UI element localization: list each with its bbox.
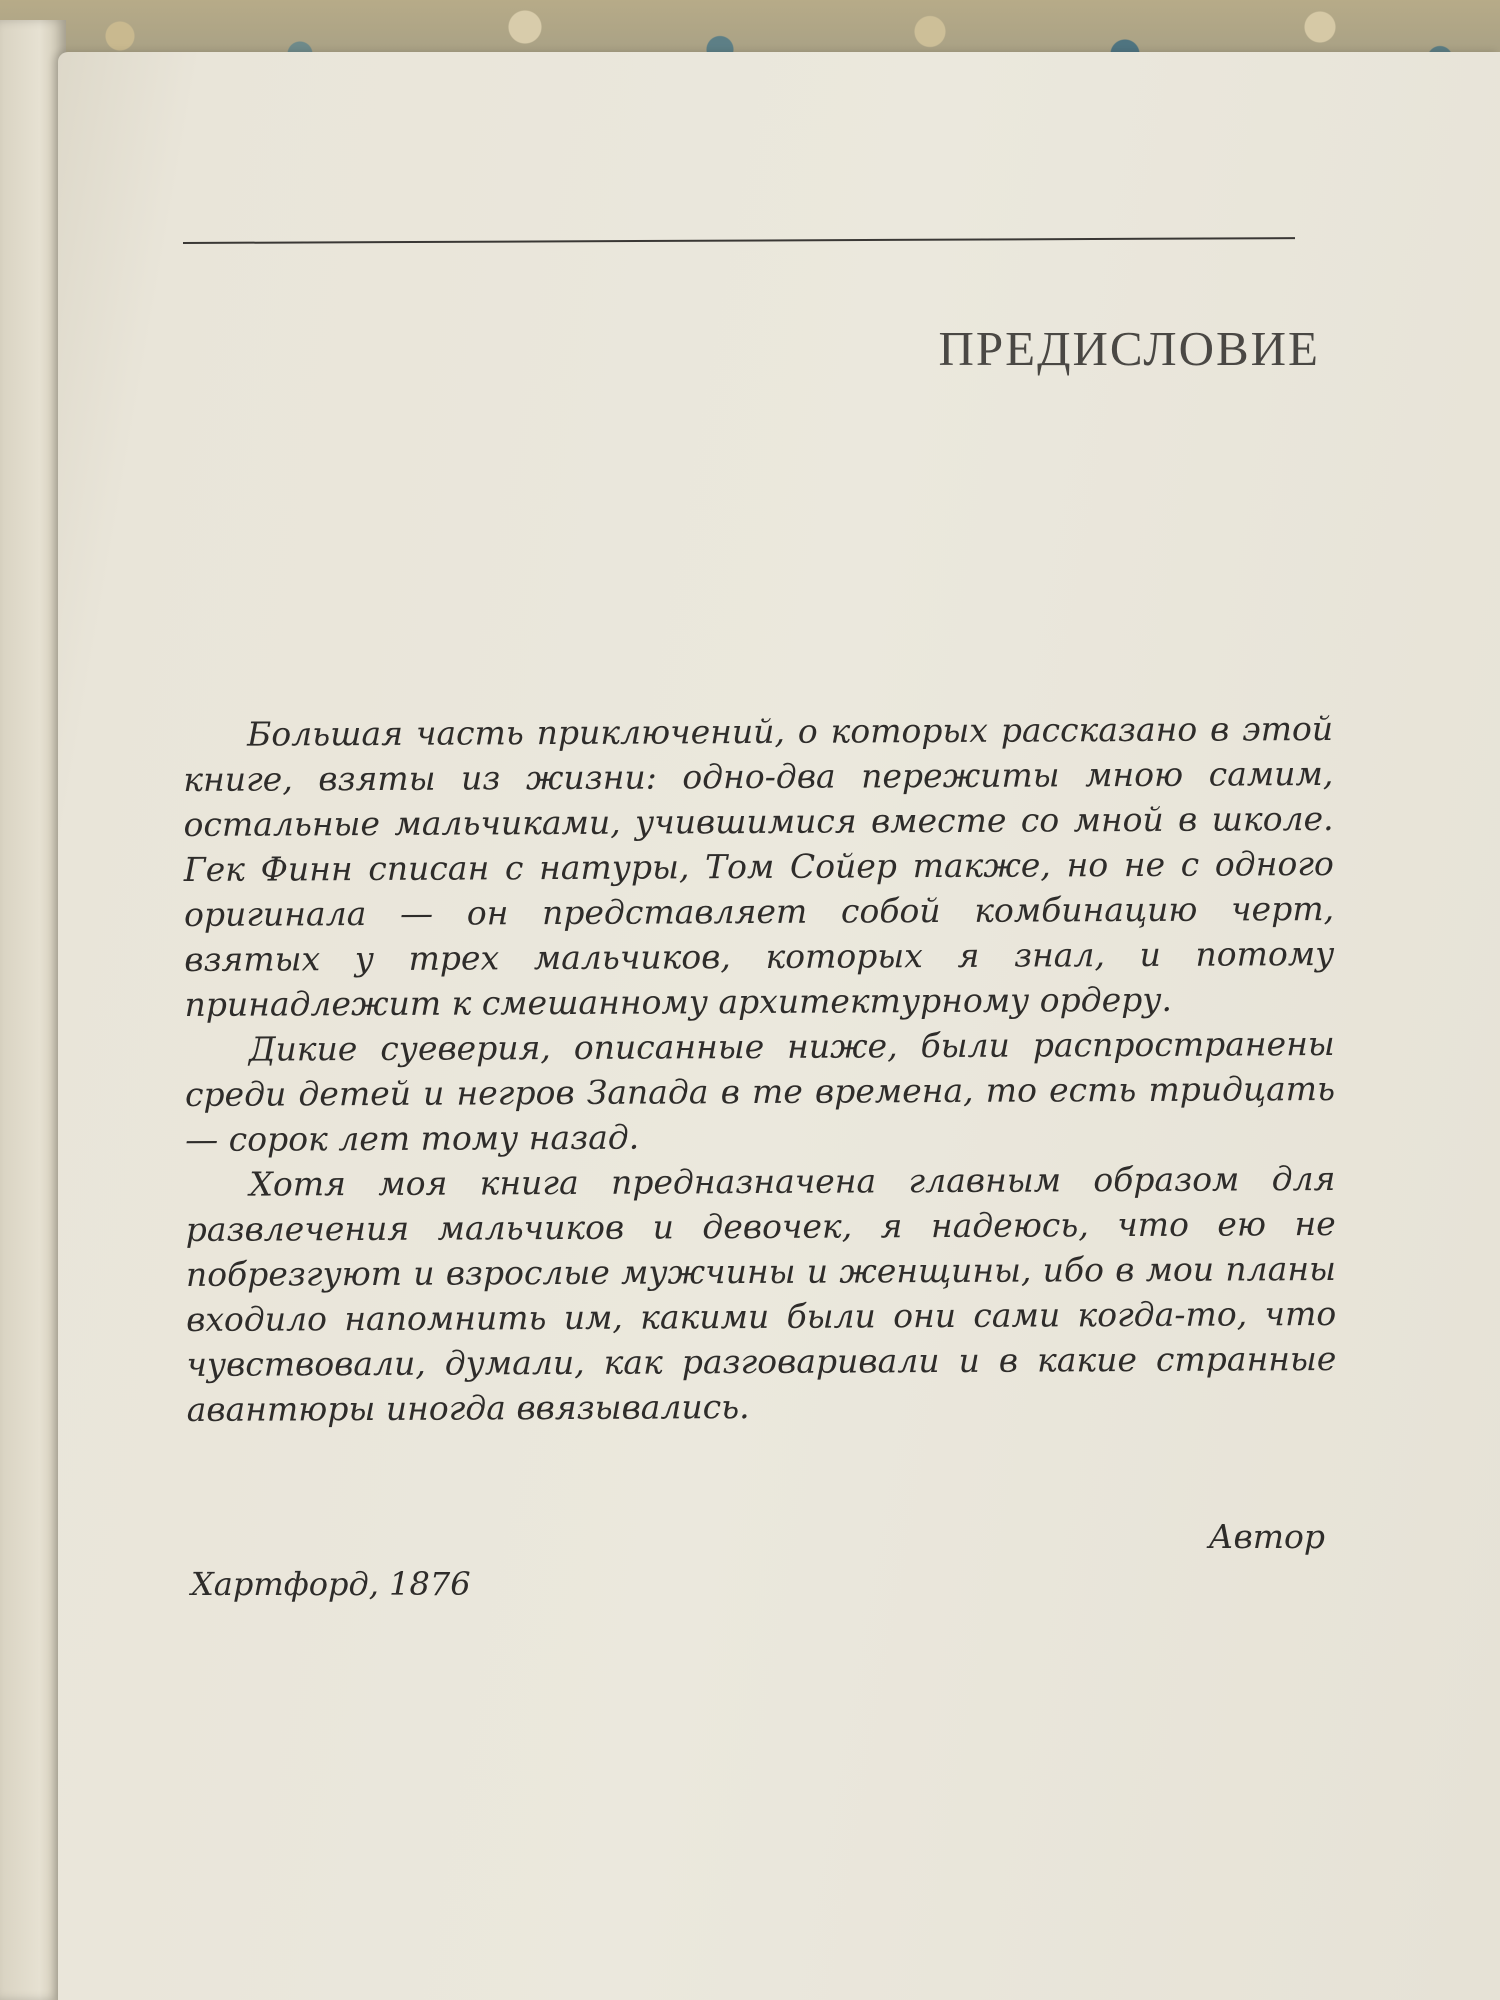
paragraph-1: Большая часть приключений, о которых рассказано в этой книге, взяты из жизни: одно-два пережиты мною самим, остальные мальчиками, учившимися вместе со мной в школе. Гек Финн списан с натуры, Том Сойер также, но не с одного оригинала — он представляет собой комбинацию черт, взятых у трех мальчиков, которых я знал, и потому принадлежит к смешанному архитектурному ордеру. bbox=[183, 708, 1335, 1024]
paragraph-2: Дикие суеверия, описанные ниже, были распространены среди детей и негров Запада в те времена, то есть тридцать — сорок лет тому назад. bbox=[184, 1023, 1336, 1159]
header-rule bbox=[183, 237, 1295, 244]
left-page-edge bbox=[0, 20, 66, 2000]
book-page bbox=[58, 52, 1500, 2000]
page-title: ПРЕДИСЛОВИЕ bbox=[938, 321, 1320, 376]
author-signature: Автор bbox=[1208, 1517, 1325, 1556]
place-date: Хартфорд, 1876 bbox=[191, 1565, 471, 1603]
paragraph-3: Хотя моя книга предназначена главным образом для развлечения мальчиков и девочек, я надеюсь, что ею не побрезгуют и взрослые мужчины и женщины, ибо в мои планы входило напомнить им, какими были они сами когда-то, что чувствовали, думали, как разговаривали и в какие странные авантюры иногда ввязывались. bbox=[185, 1158, 1337, 1429]
preface-body bbox=[183, 706, 1337, 1432]
